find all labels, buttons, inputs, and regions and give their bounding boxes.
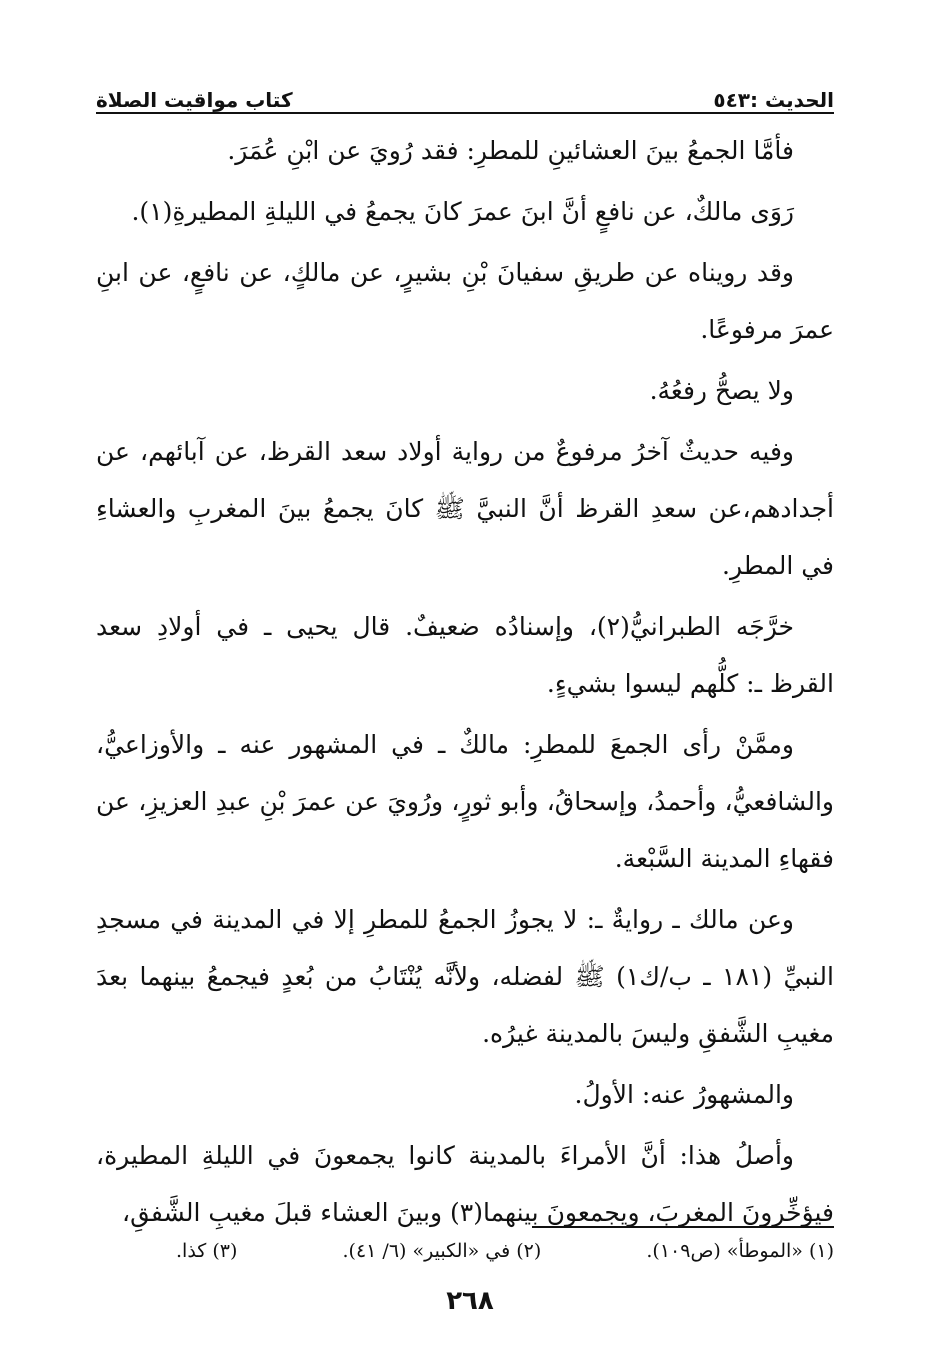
footnote: (٣) كذا. (176, 1240, 238, 1262)
footnote-divider (532, 1226, 834, 1228)
paragraph: والمشهورُ عنه: الأولُ. (574, 1080, 794, 1109)
running-header (96, 76, 834, 112)
footnote: (٢) في «الكبير» (٦/ ٤١). (342, 1240, 542, 1262)
paragraph: رَوَى مالكٌ، عن نافعٍ أنَّ ابنَ عمرَ كانَ يجمعُ في الليلةِ المطيرةِ(١). (131, 197, 794, 226)
footnotes (176, 1236, 834, 1266)
page-number: ٢٦٨ (446, 1286, 494, 1316)
chapter-title: كتاب مواقيت الصلاة (96, 88, 293, 112)
paragraph: وعن مالك ـ روايةٌ ـ: لا يجوزُ الجمعُ للمطرِ إلا في المدينة في مسجدِ النبيِّ (١٨١ ـ ب/ك١) ﷺ لفضله، ولأنَّه يُنْتَابُ من بُعدٍ فيجمعُ بينهما بعدَ مغيبِ الشَّفقِ وليسَ بالمدينة غيرُه. (96, 905, 834, 1048)
paragraph: ولا يصحُّ رفعُهُ. (649, 376, 794, 405)
hadith-reference: الحديث :٥٤٣ (713, 88, 834, 112)
paragraph: خرَّجَه الطبرانيُّ(٢)، وإسنادُه ضعيفٌ. قال يحيى ـ في أولادِ سعد القرظ ـ: كلُّهم ليسوا بشيءٍ. (96, 612, 834, 698)
paragraph: فأمَّا الجمعُ بينَ العشائينِ للمطرِ: فقد رُويَ عن ابْنِ عُمَرَ. (227, 136, 794, 165)
paragraph: وأصلُ هذا: أنَّ الأمراءَ بالمدينة كانوا يجمعونَ في الليلةِ المطيرة، فيؤخِّرونَ المغربَ، ويجمعونَ بينهما(٣) وبينَ العشاء قبلَ مغيبِ الشَّفقِ، (96, 1141, 834, 1227)
main-text (96, 122, 834, 1245)
paragraph: وفيه حديثٌ آخرُ مرفوعٌ من رواية أولاد سعد القرظ، عن آبائهم، عن أجدادهم،عن سعدِ القرظ أنَّ النبيَّ ﷺ كانَ يجمعُ بينَ المغربِ والعشاءِ في المطرِ. (96, 437, 834, 580)
paragraph: وممَّنْ رأى الجمعَ للمطرِ: مالكٌ ـ في المشهور عنه ـ والأوزاعيُّ، والشافعيُّ، وأحمدُ، وإسحاقُ، وأبو ثورٍ، ورُويَ عن عمرَ بْنِ عبدِ العزيزِ، عن فقهاءِ المدينة السَّبْعة. (96, 730, 834, 873)
footnote: (١) «الموطأ» (ص١٠٩). (646, 1240, 834, 1262)
header-divider (96, 112, 834, 114)
paragraph: وقد رويناه عن طريقِ سفيانَ بْنِ بشيرٍ، عن مالكٍ، عن نافعٍ، عن ابنِ عمرَ مرفوعًا. (96, 258, 834, 344)
